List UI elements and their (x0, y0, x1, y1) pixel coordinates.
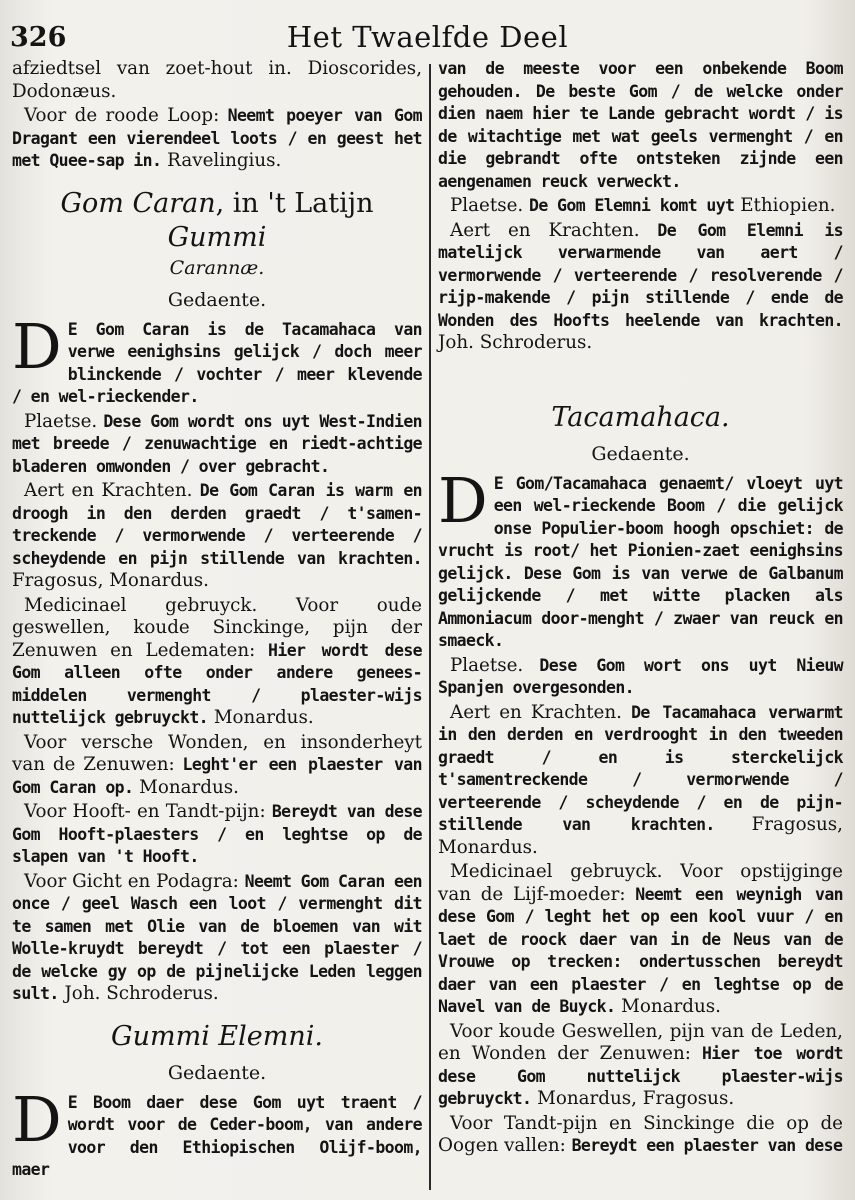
drop-cap: D (12, 309, 62, 383)
text-run: Dioscorides, Dodonæus. (12, 58, 422, 102)
section-heading-gummi-elemni: Gummi Elemni. (111, 1020, 323, 1052)
text-run: Voor Tandt-pijn en Sinckinge die op de Oogen vallen: (438, 1112, 843, 1156)
page-header (0, 8, 855, 60)
text-run: Monardus. (615, 996, 721, 1017)
gebruyck-paragraph (12, 595, 422, 730)
heading-text: Gummi (167, 221, 267, 253)
blackletter-run: De Tacamahaca verwarmt in den derden en verdrooght in den tweeden graedt / en is sterckelijck t'samentreckende / vermorwende / verteerende / scheydende / en de pijn-stillende van krachten. (438, 702, 843, 834)
continued-paragraph (12, 58, 422, 103)
aert-paragraph (438, 702, 843, 860)
text-run: Ravelingius. (161, 150, 282, 171)
text-run: Aert en Krachten. (450, 219, 658, 241)
text-run: Voor de roode Loop: (24, 105, 228, 126)
description-paragraph (438, 463, 843, 653)
text-run: afziedtsel van zoet-hout in. (12, 58, 308, 79)
right-column (438, 58, 843, 1160)
column-divider (429, 64, 431, 1190)
text-run: Voor Hooft- en Tandt-pijn: (24, 801, 272, 822)
remedy-paragraph (438, 1113, 843, 1158)
text-run: Monardus, Fragosus. (531, 1088, 735, 1109)
remedy-paragraph (12, 105, 422, 173)
blackletter-run: Dese Gom wort ons uyt Nieuw Spanjen overgesonden. (438, 655, 843, 697)
description-paragraph (12, 309, 422, 409)
text-run: Fragosus, Monardus. (12, 570, 209, 591)
left-column (12, 58, 422, 1184)
blackletter-run: E Boom daer dese Gom uyt traent / wordt voor de Ceder-boom, van andere voor den Ethiopischen Olijf-boom, maer (12, 1092, 422, 1179)
heading-text: Gom Caran (60, 187, 216, 219)
aert-paragraph (438, 220, 843, 355)
blackletter-run: E Gom Caran is de Tacamahaca van verwe eenighsins gelijck / doch meer blinckende / vochter / meer klevende / en wel-rieckender. (12, 319, 422, 406)
drop-cap: D (438, 463, 488, 537)
description-paragraph (12, 1082, 422, 1182)
section-subheading: Carannæ. (169, 256, 265, 279)
text-run: Joh. Schroderus. (58, 983, 219, 1004)
text-run: Aert en Krachten. (450, 701, 632, 723)
section-heading-tacamahaca: Tacamahaca. (551, 401, 730, 433)
text-run: Medicinael gebruyck. Voor oude geswellen, koude Sinckinge, pijn der Zenuwen en Ledematen: (12, 594, 422, 661)
remedy-paragraph (438, 1021, 843, 1111)
remedy-paragraph (12, 732, 422, 800)
text-run: Ethiopien. (734, 195, 836, 216)
blackletter-run: De Gom Elemni is matelijck verwarmende van aert / vermorwende / verteerende / resolverende / rijp-makende / pijn stillende / ende de Wonden des Hoofts heelende van krachten. (438, 220, 843, 330)
spacer (438, 357, 843, 387)
text-run: Plaetse. (450, 654, 540, 676)
text-run: Plaetse. (450, 195, 530, 216)
text-run: Voor koude Geswellen, pijn van de Leden, en Wonden der Zenuwen: (438, 1020, 843, 1064)
gebruyck-paragraph (438, 861, 843, 1019)
text-run: Aert en Krachten. (24, 480, 200, 501)
blackletter-run: Neemt een weynigh van dese Gom / leght het op een kool vuur / en laet de roock daer van in de Neus van de Vrouwe op trecken: ondertusschen bereydt daer van een plaester / en leghtse op de Navel van de Buyck. (438, 884, 843, 1016)
page-number: 326 (10, 22, 67, 53)
blackletter-run: van de meeste voor een onbekende Boom gehouden. De beste Gom / de welcke onder dien naem hier te Lande gebracht wordt / is de witachtige met wat geels vermenght / en die gebrandt ofte ontsteken zijnde een aengenamen reuck verweckt. (438, 59, 843, 191)
subsection-label: Gedaente. (167, 1061, 267, 1084)
text-run: Joh. Schroderus. (438, 332, 593, 353)
remedy-paragraph (12, 801, 422, 869)
blackletter-run: De Gom Caran is warm en droogh in den derden graedt / t'samen-treckende / vermorwende / verteerende / scheydende en pijn stillende van krachten. (12, 481, 422, 568)
text-run: Plaetse. (24, 410, 104, 432)
blackletter-run: Dese Gom wordt ons uyt West-Indien met breede / zenuwachtige en riedt-achtige bladeren omwonden / over gebracht. (12, 411, 422, 476)
text-run: Voor Gicht en Podagra: (24, 870, 245, 892)
blackletter-run: Tacamahaca genaemt/ vloeyt uyt een wel-rieckende Boom / die gelijck onse Populier-boom hoogh opschiet: de vrucht is root/ het Pionien-zaet eenighsins gelijck. Dese Gom is van verwe de Galbanum gelijckende / met witte placken als Ammoniacum door-menght / zwaer van reuck en smaeck. (438, 473, 843, 650)
text-run: Monardus. (133, 776, 239, 798)
blackletter-run: Neemt Gom Caran een once / geel Wasch een loot / vermenght dit te samen met Olie van de bloemen van wit Wolle-kruydt bereydt / tot een plaester / de welcke gy op de pijnelijcke Leden leggen sult. (12, 871, 422, 1003)
continued-paragraph (438, 58, 843, 193)
text-run: Voor versche Wonden, en insonderheyt van de Zenuwen: (12, 731, 422, 775)
heading-text: , in 't Latijn (215, 187, 374, 219)
blackletter-run: Leght'er een plaester van Gom Caran op. (12, 755, 422, 797)
subsection-label: Gedaente. (591, 442, 690, 465)
plaetse-paragraph (12, 411, 422, 479)
section-heading-gom-caran (12, 187, 422, 255)
plaetse-paragraph (438, 655, 843, 700)
subsection-label: Gedaente. (167, 288, 267, 311)
text-run: Monardus. (208, 707, 314, 728)
blackletter-run: Hier wordt dese Gom alleen ofte onder andere genees-middelen vermenght / plaester-wijs nuttelijck gebruyckt. (12, 640, 422, 727)
blackletter-run: Hier toe wordt dese Gom nuttelijck plaester-wijs gebruyckt. (438, 1044, 843, 1108)
blackletter-run: De Gom Elemni komt uyt (529, 196, 735, 215)
blackletter-run: Bereydt een plaester van dese (571, 1136, 843, 1155)
drop-cap: D (12, 1082, 62, 1156)
text-run: Medicinael gebruyck. Voor opstijginge van de Lijf-moeder: (438, 861, 843, 905)
text-run: Fragosus, Monardus. (438, 814, 843, 858)
running-title: Het Twaelfde Deel (286, 20, 569, 54)
plaetse-paragraph (438, 195, 843, 218)
blackletter-run: Bereydt van dese Gom Hooft-plaesters / en leghtse op de slapen van 't Hooft. (12, 802, 422, 866)
blackletter-run: E Gom/ (493, 473, 554, 493)
blackletter-run: Neemt poeyer van Gom Dragant een vierendeel loots / en geest het met Quee-sap in. (12, 106, 422, 170)
remedy-paragraph (12, 871, 422, 1006)
aert-paragraph (12, 480, 422, 593)
